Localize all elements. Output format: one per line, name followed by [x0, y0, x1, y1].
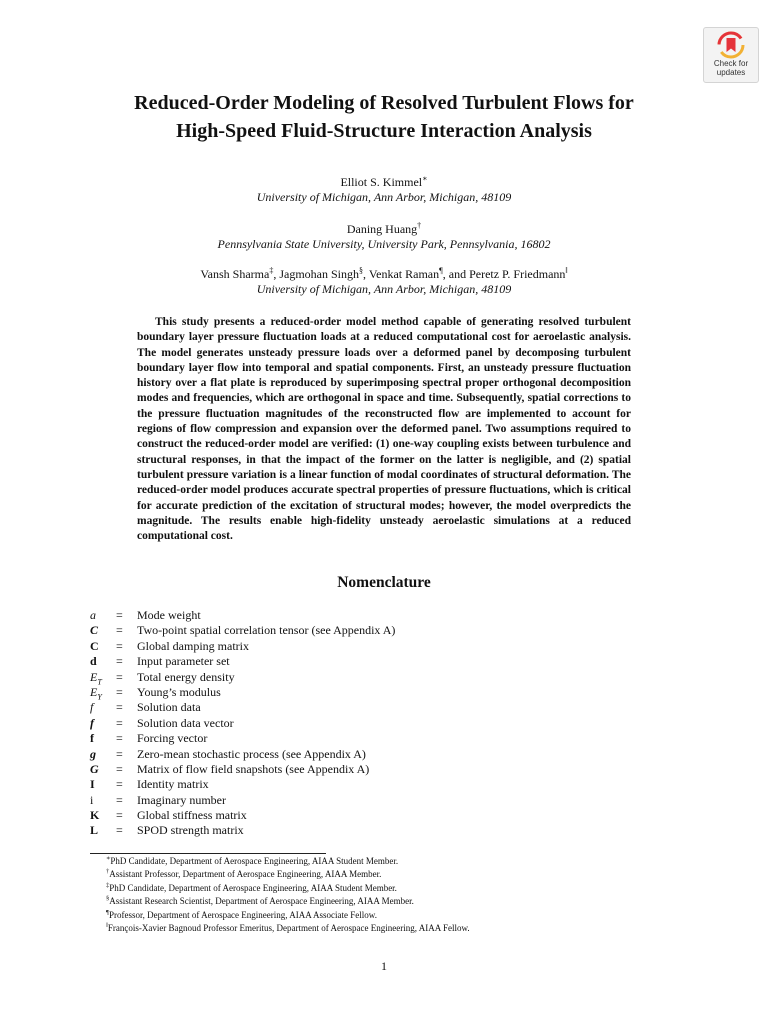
- nomenclature-definition: Two-point spatial correlation tensor (see Appendix A): [137, 623, 396, 638]
- footnote-mark: ∗: [106, 855, 111, 862]
- nomenclature-row: [90, 685, 395, 700]
- nomenclature-definition: Input parameter set: [137, 654, 230, 669]
- nomenclature-definition: Imaginary number: [137, 792, 226, 807]
- nomenclature-symbol: f: [90, 731, 94, 746]
- author-name: Peretz P. Friedmann: [469, 267, 566, 281]
- nomenclature-symbol: G: [90, 761, 99, 776]
- nomenclature-row: [90, 639, 395, 654]
- nomenclature-equals: =: [116, 608, 123, 622]
- author-affiliation: Pennsylvania State University, University Park, Pennsylvania, 16802: [217, 237, 551, 251]
- nomenclature-definition: Global stiffness matrix: [137, 808, 247, 823]
- author-name: Vansh Sharma: [200, 267, 270, 281]
- check-for-updates-badge[interactable]: [703, 27, 759, 83]
- footnote: [106, 922, 470, 935]
- footnote-mark: †: [417, 221, 422, 230]
- footnote-mark: ‖: [565, 266, 568, 275]
- nomenclature-row: [90, 654, 395, 669]
- abstract: This study presents a reduced-order model method capable of generating resolved turbulent boundary layer pressure fluctuation loads at a reduced computational cost for aeroelastic analysis. The model generates unsteady pressure loads over a deformed panel by decomposing turbulent boundary layer flow into temporal and spatial components. First, an unsteady pressure fluctuation history over a flat plate is reproduced by superimposing spectral proper orthogonal decomposition modes and frequencies, which are orthogonal in space and time. Subsequently, spatial corrections to the pressure fluctuation magnitudes of the reconstructed flow are implemented to account for regions of flow compression and expansion over the deformed panel. Two assumptions required to construct the reduced-order model are verified: (1) one-way coupling exists between turbulence and structural responses, in that the impact of the former on the latter is negligible, and (2) spatial turbulent pressure variation is a linear function of modal coordinates of structural deformation. The reduced-order model produces accurate spectral properties of pressure fluctuations, which is critical for accurate prediction of the excitation of structural modes; however, the model overpredicts the magnitude. The results enable high-fidelity unsteady aeroelastic simulations at a reduced computational cost.: [137, 316, 631, 543]
- footnote-text: Assistant Professor, Department of Aerospace Engineering, AIAA Member.: [109, 869, 382, 880]
- nomenclature-equals: =: [116, 792, 123, 807]
- nomenclature-list: [90, 608, 395, 839]
- footnote: [106, 868, 470, 881]
- author-name: Elliot S. Kimmel∗: [340, 174, 428, 189]
- author-affiliation: University of Michigan, Ann Arbor, Michigan, 48109: [256, 282, 512, 296]
- footnote: [106, 855, 470, 868]
- footnotes: [106, 855, 470, 935]
- nomenclature-equals: =: [116, 823, 123, 838]
- author-name: Jagmohan Singh: [279, 267, 360, 281]
- title-line-2: High-Speed Fluid-Structure Interaction Analysis: [176, 120, 592, 142]
- nomenclature-equals: =: [116, 808, 123, 823]
- author-block-2: [60, 218, 708, 252]
- footnote-mark: ‖: [106, 922, 108, 930]
- badge-label-line1: Check for: [713, 59, 749, 68]
- nomenclature-symbol: $E_Y$: [90, 684, 102, 702]
- nomenclature-equals: =: [116, 669, 123, 684]
- footnote-mark: ¶: [439, 266, 443, 275]
- footnote-text: François-Xavier Bagnoud Professor Emeritus, Department of Aerospace Engineering, AIAA Fellow.: [107, 923, 470, 934]
- nomenclature-definition: Forcing vector: [137, 731, 208, 746]
- footnote: [106, 895, 470, 908]
- nomenclature-row: [90, 623, 395, 638]
- nomenclature-row: [90, 793, 395, 808]
- nomenclature-equals: =: [116, 715, 123, 730]
- author-names-list: [60, 263, 708, 282]
- badge-label-line2: updates: [716, 68, 746, 77]
- nomenclature-equals: =: [116, 777, 123, 792]
- nomenclature-equals: =: [116, 731, 123, 746]
- nomenclature-row: [90, 747, 395, 762]
- nomenclature-symbol: f: [90, 700, 94, 715]
- nomenclature-symbol: L: [90, 823, 99, 838]
- nomenclature-symbol: a: [90, 608, 96, 622]
- nomenclature-row: [90, 608, 395, 623]
- footnote-mark: §: [359, 266, 364, 275]
- nomenclature-row: [90, 777, 395, 792]
- nomenclature-definition: Solution data vector: [137, 715, 234, 730]
- nomenclature-row: [90, 700, 395, 715]
- footnote: [106, 882, 470, 895]
- nomenclature-symbol: $E_T$: [90, 669, 102, 686]
- nomenclature-definition: Identity matrix: [137, 777, 209, 792]
- bookmark-ribbon-icon: [717, 31, 745, 59]
- author-separator: ,: [363, 267, 369, 281]
- nomenclature-symbol: K: [90, 808, 100, 823]
- footnote-mark: ∗: [422, 174, 428, 183]
- nomenclature-symbol: C: [90, 638, 99, 653]
- footnote: [106, 909, 470, 922]
- nomenclature-symbol: g: [90, 746, 96, 761]
- nomenclature-row: [90, 808, 395, 823]
- page-number: 1: [381, 959, 387, 973]
- footnote-mark: ‡: [106, 881, 110, 889]
- nomenclature-equals: =: [116, 684, 123, 699]
- footnote-mark: †: [106, 868, 110, 876]
- nomenclature-definition: SPOD strength matrix: [137, 823, 244, 838]
- footnote-mark: ¶: [106, 908, 109, 916]
- footnote-divider: [90, 853, 326, 854]
- footnote-text: PhD Candidate, Department of Aerospace Engineering, AIAA Student Member.: [110, 856, 399, 866]
- author-name: Daning Huang†: [346, 221, 422, 236]
- nomenclature-definition: Solution data: [137, 700, 201, 715]
- footnote-mark: ‡: [269, 266, 274, 275]
- nomenclature-equals: =: [116, 746, 123, 761]
- nomenclature-row: [90, 731, 395, 746]
- footnote-text: Professor, Department of Aerospace Engineering, AIAA Associate Fellow.: [108, 909, 377, 920]
- nomenclature-equals: =: [116, 638, 123, 653]
- nomenclature-symbol: C: [90, 623, 99, 638]
- nomenclature-row: [90, 762, 395, 777]
- nomenclature-equals: =: [116, 654, 123, 669]
- nomenclature-definition: Zero-mean stochastic process (see Appendix A): [137, 746, 366, 761]
- footnote-text: Assistant Research Scientist, Department of Aerospace Engineering, AIAA Member.: [109, 896, 414, 907]
- author-block-3: [60, 263, 708, 297]
- nomenclature-definition: Matrix of flow field snapshots (see Appendix A): [137, 761, 370, 776]
- nomenclature-definition: Total energy density: [137, 669, 235, 684]
- nomenclature-row: [90, 823, 395, 838]
- author-separator: , and: [442, 267, 470, 281]
- nomenclature-definition: Young’s modulus: [137, 684, 221, 699]
- nomenclature-symbol: d: [90, 654, 97, 669]
- nomenclature-equals: =: [116, 623, 123, 638]
- nomenclature-row: [90, 716, 395, 731]
- nomenclature-definition: Mode weight: [137, 608, 201, 622]
- nomenclature-symbol: f: [90, 715, 94, 730]
- author-block-1: [60, 171, 708, 205]
- nomenclature-symbol: i: [90, 792, 94, 807]
- paper-title: [60, 89, 708, 145]
- author-name: Venkat Raman: [368, 267, 440, 281]
- nomenclature-equals: =: [116, 761, 123, 776]
- nomenclature-symbol: I: [90, 777, 95, 792]
- nomenclature-definition: Global damping matrix: [137, 638, 249, 653]
- nomenclature-equals: =: [116, 700, 123, 715]
- author-affiliation: University of Michigan, Ann Arbor, Michigan, 48109: [256, 190, 512, 204]
- title-line-1: Reduced-Order Modeling of Resolved Turbulent Flows for: [134, 92, 634, 114]
- nomenclature-row: [90, 670, 395, 685]
- footnote-text: PhD Candidate, Department of Aerospace Engineering, AIAA Student Member.: [109, 882, 397, 893]
- footnote-mark: §: [106, 895, 110, 903]
- nomenclature-heading: Nomenclature: [337, 574, 431, 591]
- author-separator: ,: [273, 267, 280, 281]
